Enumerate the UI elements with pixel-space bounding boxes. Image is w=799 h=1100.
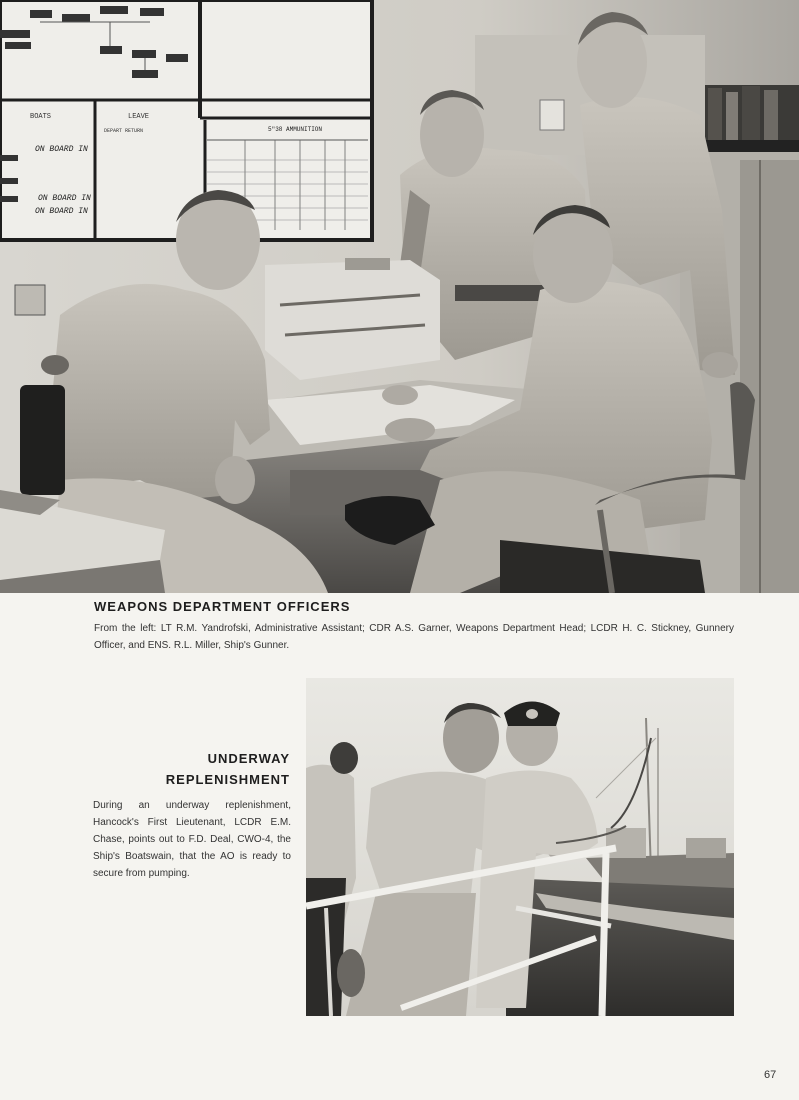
page-number: 67	[764, 1069, 777, 1081]
board-boats-label: BOATS	[30, 113, 52, 121]
board-onboard-1: ON BOARD IN	[35, 145, 88, 154]
replenishment-photo	[306, 678, 734, 1016]
board-onboard-3: ON BOARD IN	[35, 207, 88, 216]
weapons-department-caption: From the left: LT R.M. Yandrofski, Administrative Assistant; CDR A.S. Garner, Weapons Department Head; LCDR H. C. Stickney, Gunnery Officer, and ENS. R.L. Miller, Ship's Gunner.	[94, 623, 734, 651]
desk-trays	[265, 258, 440, 380]
underway-replenishment-heading	[166, 748, 290, 790]
replenishment-photo-art	[306, 678, 734, 1016]
board-depart-return-label: DEPART RETURN	[104, 128, 144, 134]
board-onboard-2: ON BOARD IN	[38, 194, 91, 203]
weapons-department-heading: WEAPONS DEPARTMENT OFFICERS	[94, 599, 351, 614]
board-leave-label: LEAVE	[128, 113, 150, 121]
heading-line-2: REPLENISHMENT	[165, 772, 290, 787]
heading-line-1: UNDERWAY	[207, 751, 290, 766]
underway-replenishment-caption: During an underway replenishment, Hancock's First Lieutenant, LCDR E.M. Chase, points out to F.D. Deal, CWO-4, the Ship's Boatswain, that the AO is ready to secure from pumping.	[93, 800, 291, 879]
board-ammo-header: 5"38 AMMUNITION	[268, 126, 323, 133]
status-board	[0, 0, 372, 240]
